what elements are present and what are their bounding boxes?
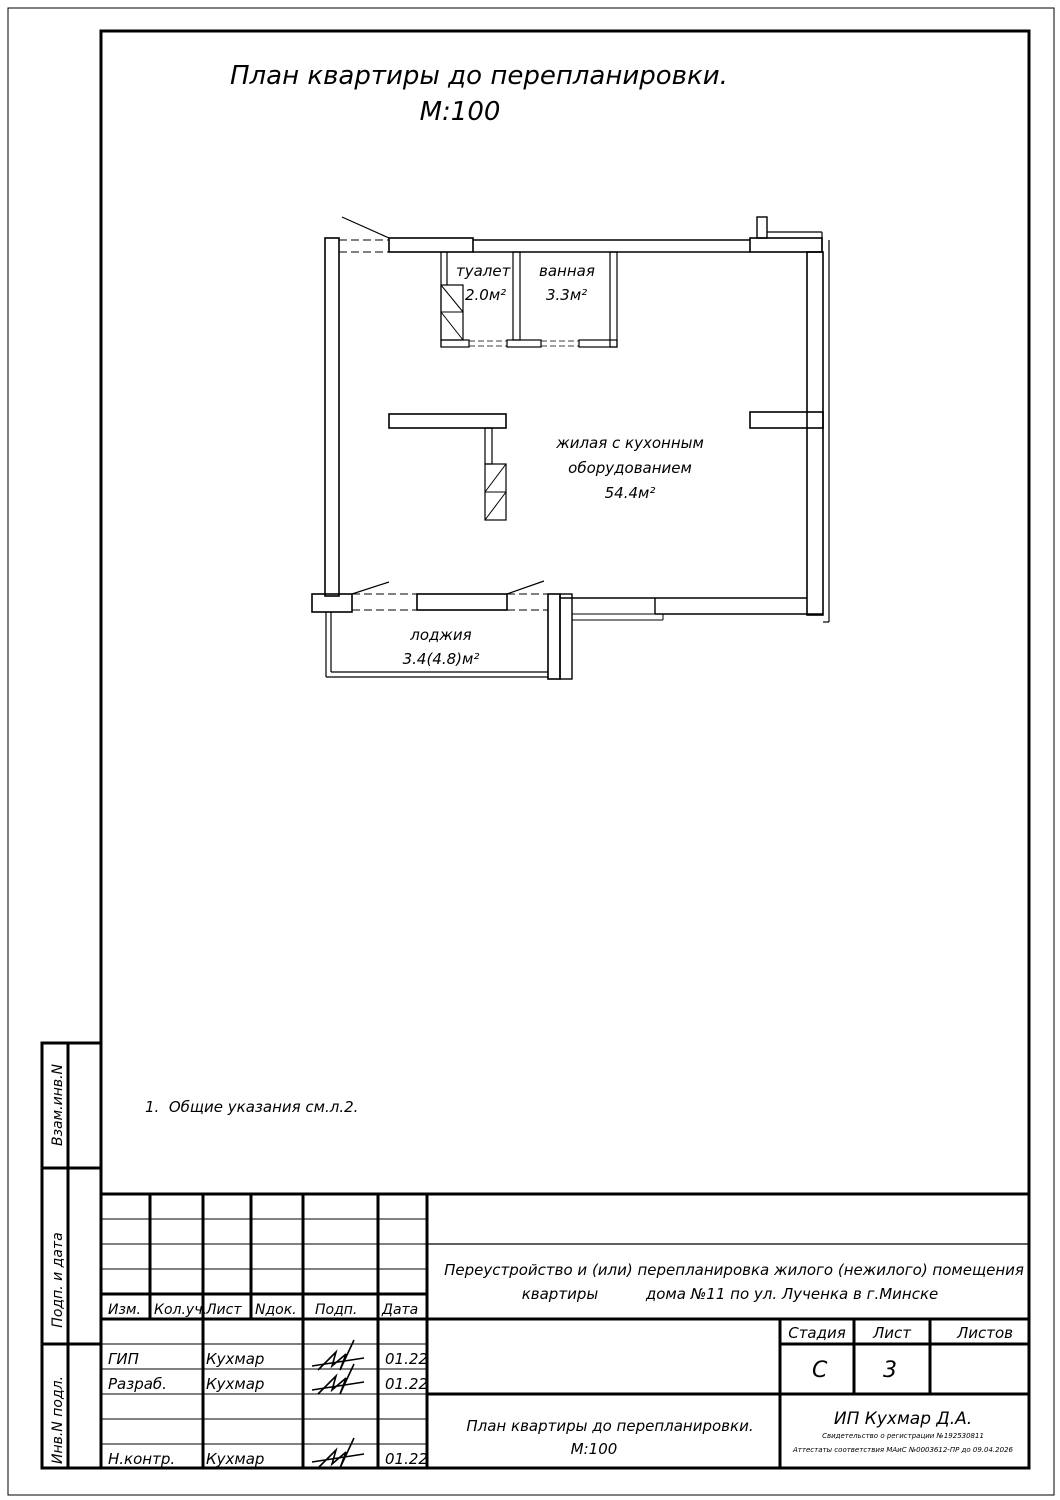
bath-area: 3.3м² bbox=[546, 286, 588, 304]
loggia-area: 3.4(4.8)м² bbox=[402, 650, 480, 668]
cert-line1: Свидетельство о регистрации №192530811 bbox=[822, 1432, 984, 1440]
header-izm: Изм. bbox=[108, 1302, 141, 1318]
living-line1: жилая с кухонным bbox=[556, 434, 704, 452]
header-ndok: Nдок. bbox=[255, 1302, 297, 1318]
sheet-title-line1: План квартиры до перепланировки. bbox=[466, 1417, 754, 1435]
wall-left bbox=[325, 238, 339, 596]
toilet-name: туалет bbox=[456, 262, 511, 280]
drawing-title-line2: М:100 bbox=[419, 97, 501, 127]
living-line2: оборудованием bbox=[568, 459, 692, 477]
side-vzam: Взам.инв.N bbox=[50, 1063, 66, 1147]
bath-name: ванная bbox=[539, 262, 595, 280]
company-name: ИП Кухмар Д.А. bbox=[833, 1409, 973, 1429]
project-line2: квартиры дома №11 по ул. Лученка в г.Минске bbox=[521, 1285, 939, 1303]
person-role: Разраб. bbox=[108, 1375, 167, 1393]
person-role: Н.контр. bbox=[108, 1450, 176, 1468]
person-name: Кухмар bbox=[206, 1350, 265, 1368]
side-podp: Подп. и дата bbox=[50, 1232, 66, 1328]
sheet-label: Лист bbox=[872, 1324, 912, 1342]
header-list: Лист bbox=[206, 1302, 242, 1318]
wall-right bbox=[807, 252, 823, 615]
main-frame bbox=[101, 31, 1029, 1468]
sheet-value: 3 bbox=[883, 1358, 897, 1383]
person-name: Кухмар bbox=[206, 1375, 265, 1393]
drawing-title bbox=[230, 58, 728, 130]
stage-label: Стадия bbox=[788, 1324, 846, 1342]
drawing-title-line1: План квартиры до перепланировки. bbox=[230, 61, 728, 91]
signature-stamp bbox=[312, 1340, 364, 1468]
person-date: 01.22 bbox=[385, 1350, 428, 1368]
living-area: 54.4м² bbox=[604, 484, 656, 502]
header-data: Дата bbox=[382, 1302, 419, 1318]
sheet-title-line2: М:100 bbox=[570, 1440, 618, 1458]
cert-line2: Аттестаты соответствия МАиС №0003612-ПР до 09.04.2026 bbox=[793, 1446, 1013, 1454]
general-note: 1. Общие указания см.л.2. bbox=[145, 1098, 359, 1116]
stage-value: С bbox=[812, 1358, 828, 1383]
person-date: 01.22 bbox=[385, 1450, 428, 1468]
side-inv: Инв.N подл. bbox=[50, 1375, 66, 1465]
header-kol: Кол.уч. bbox=[154, 1302, 207, 1318]
sheets-label: Листов bbox=[956, 1324, 1014, 1342]
header-podp: Подп. bbox=[315, 1302, 358, 1318]
person-date: 01.22 bbox=[385, 1375, 428, 1393]
person-role: ГИП bbox=[108, 1350, 139, 1368]
wall-top-pier bbox=[389, 238, 473, 252]
toilet-area: 2.0м² bbox=[465, 286, 507, 304]
loggia-name: лоджия bbox=[410, 626, 472, 644]
person-name: Кухмар bbox=[206, 1450, 265, 1468]
project-line1: Переустройство и (или) перепланировка жилого (нежилого) помещения bbox=[444, 1261, 1024, 1279]
